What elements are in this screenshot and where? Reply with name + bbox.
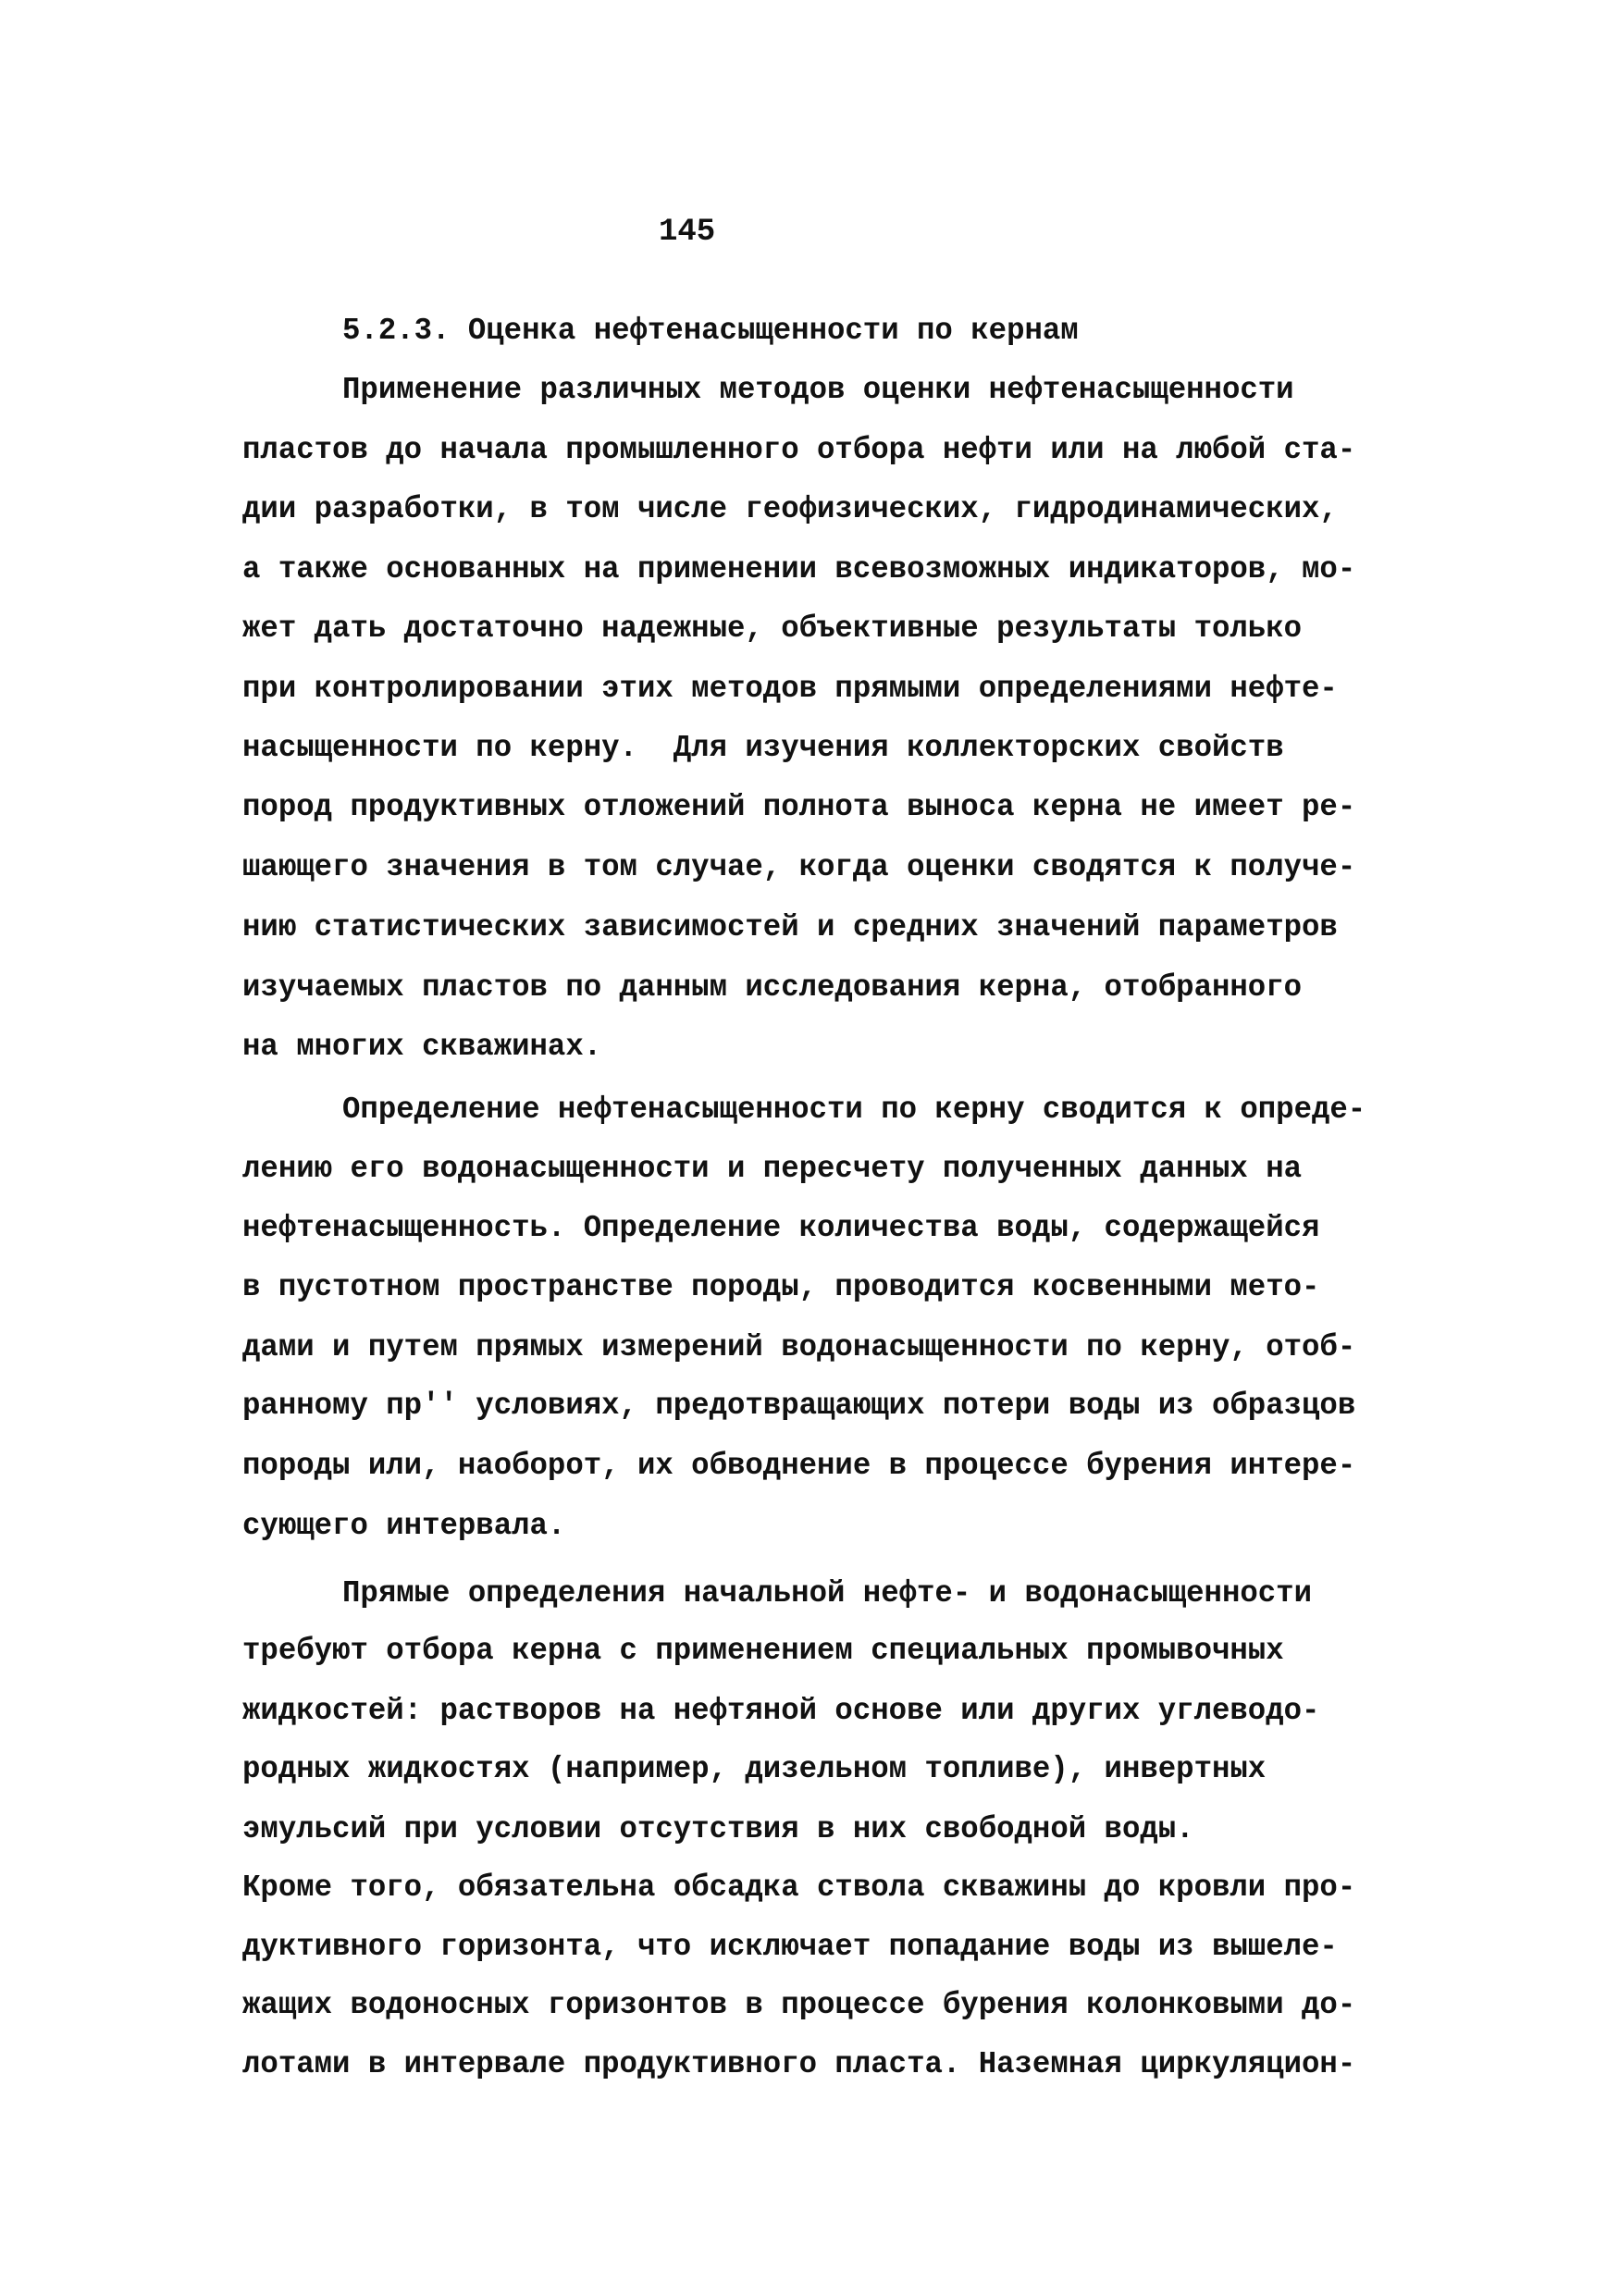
text-line: эмульсий при условии отсутствия в них свободной воды.: [242, 1812, 1194, 1846]
text-line: Применение различных методов оценки нефтенасыщенности: [342, 373, 1294, 407]
text-line: лению его водонасыщенности и пересчету полученных данных на: [242, 1152, 1303, 1186]
text-line: при контролировании этих методов прямыми определениями нефте-: [242, 672, 1338, 706]
text-line: пластов до начала промышленного отбора нефти или на любой ста-: [242, 433, 1356, 467]
text-line: Определение нефтенасыщенности по керну сводится к опреде-: [342, 1092, 1366, 1127]
text-line: Кроме того, обязательна обсадка ствола скважины до кровли про-: [242, 1870, 1356, 1905]
text-line: на многих скважинах.: [242, 1030, 602, 1064]
text-line: нию статистических зависимостей и средних значений параметров: [242, 910, 1338, 944]
text-line: дами и путем прямых измерений водонасыщенности по керну, отоб-: [242, 1330, 1356, 1364]
text-line: насыщенности по керну. Для изучения коллекторских свойств: [242, 731, 1284, 765]
page-number: 145: [659, 215, 716, 250]
text-line: дии разработки, в том числе геофизических, гидродинамических,: [242, 492, 1338, 526]
text-line: нефтенасыщенность. Определение количества воды, содержащейся: [242, 1211, 1320, 1245]
text-line: жидкостей: растворов на нефтяной основе или других углеводо-: [242, 1694, 1320, 1728]
text-line: пород продуктивных отложений полнота выноса керна не имеет ре-: [242, 790, 1356, 824]
text-line: жащих водоносных горизонтов в процессе бурения колонковыми до-: [242, 1988, 1356, 2022]
text-line: родных жидкостях (например, дизельном топливе), инвертных: [242, 1752, 1267, 1786]
text-line: породы или, наоборот, их обводнение в процессе бурения интере-: [242, 1449, 1356, 1483]
text-line: а также основанных на применении всевозможных индикаторов, мо-: [242, 552, 1356, 586]
text-line: шающего значения в том случае, когда оценки сводятся к получе-: [242, 850, 1356, 884]
text-line: ранному пр'' условиях, предотвращающих потери воды из образцов: [242, 1389, 1356, 1423]
text-line: сующего интервала.: [242, 1509, 566, 1543]
text-line: требуют отбора керна с применением специальных промывочных: [242, 1634, 1284, 1668]
text-line: дуктивного горизонта, что исключает попадание воды из вышеле-: [242, 1930, 1338, 1964]
text-line: лотами в интервале продуктивного пласта. Наземная циркуляцион-: [242, 2047, 1356, 2081]
text-line: жет дать достаточно надежные, объективные результаты только: [242, 611, 1303, 646]
text-line: в пустотном пространстве породы, проводится косвенными мето-: [242, 1270, 1320, 1304]
text-line: изучаемых пластов по данным исследования керна, отобранного: [242, 970, 1303, 1005]
text-line: Прямые определения начальной нефте- и водонасыщенности: [342, 1576, 1312, 1611]
section-heading: 5.2.3. Оценка нефтенасыщенности по кернам: [342, 314, 1079, 348]
